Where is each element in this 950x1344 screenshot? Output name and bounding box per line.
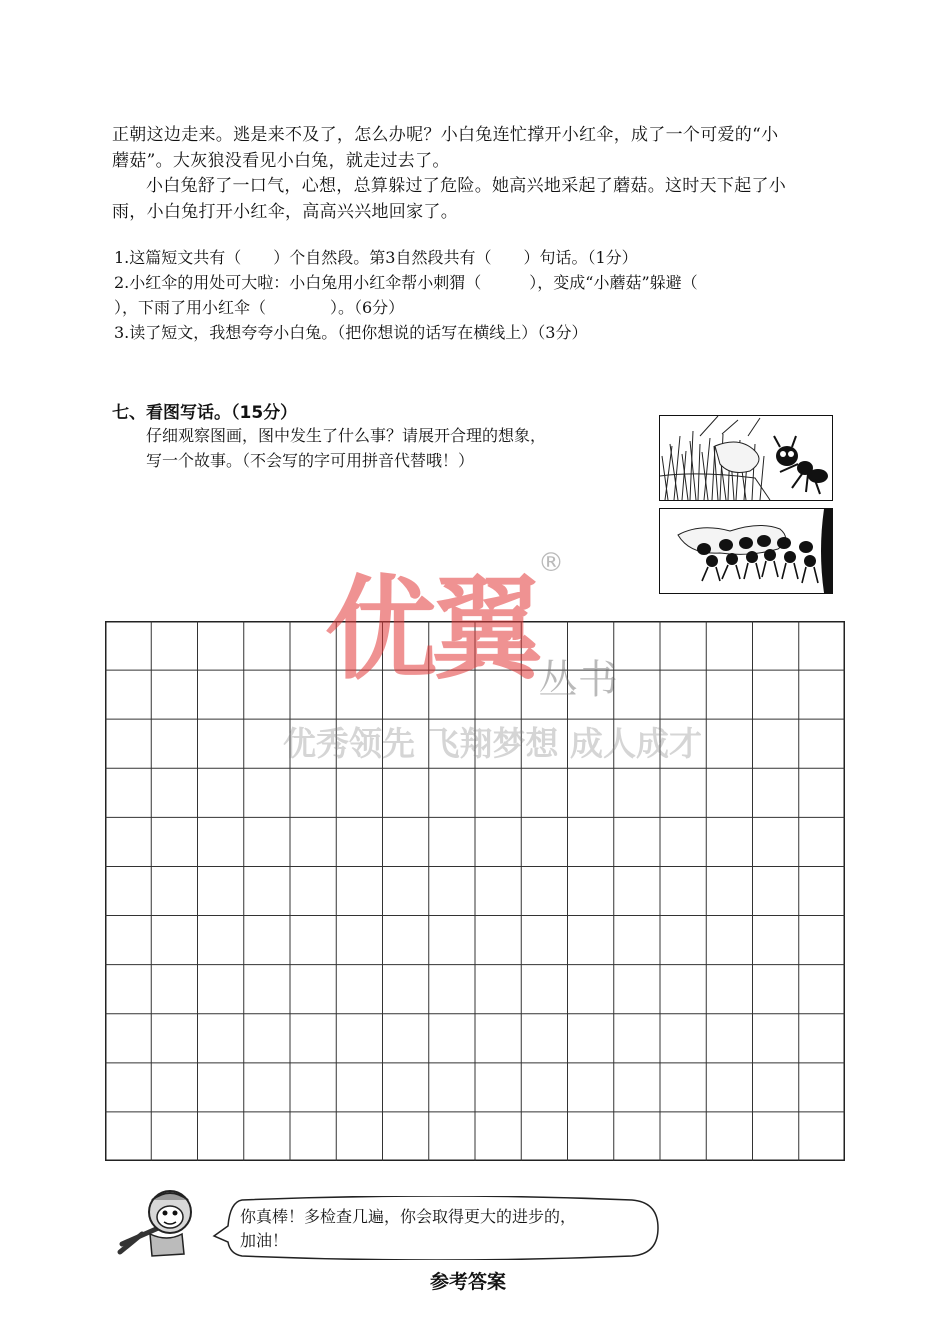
question-2-line-2: ），下雨了用小红伞（ ）。（6分） bbox=[114, 298, 405, 317]
passage-line-1: 正朝这边走来。逃是来不及了，怎么办呢？小白兔连忙撑开小红伞，成了一个可爱的“小 bbox=[112, 125, 779, 145]
monkey-mascot-icon bbox=[112, 1182, 212, 1262]
encouragement-line-1: 你真棒！多检查几遍，你会取得更大的进步的， bbox=[240, 1207, 577, 1226]
question-3: 3.读了短文，我想夸夸小白兔。（把你想说的话写在横线上）（3分） bbox=[114, 323, 588, 342]
section-7-title: 七、看图写话。（15分） bbox=[112, 403, 298, 423]
passage-line-2: 蘑菇”。大灰狼没看见小白兔，就走过去了。 bbox=[112, 151, 450, 171]
speech-bubble bbox=[212, 1196, 662, 1260]
passage-line-3: 小白兔舒了一口气，心想，总算躲过了危险。她高兴地采起了蘑菇。这时天下起了小 bbox=[146, 176, 787, 196]
ants-carrying-illustration bbox=[660, 509, 832, 593]
brand-watermark-logo: 优翼 bbox=[325, 565, 537, 695]
ant-grass-illustration bbox=[660, 416, 832, 500]
passage-line-4: 雨，小白兔打开小红伞，高高兴兴地回家了。 bbox=[112, 202, 458, 222]
brand-watermark-slogan: 优秀领先 飞翔梦想 成人成才 bbox=[283, 724, 702, 763]
monkey-mascot bbox=[112, 1182, 212, 1262]
question-2-line-1: 2.小红伞的用处可大啦：小白兔用小红伞帮小刺猬（ ），变成“小蘑菇”躲避（ bbox=[114, 273, 698, 292]
ant-grass-picture bbox=[659, 415, 833, 501]
registered-mark: ® bbox=[538, 548, 564, 578]
section-7-instruction-2: 写一个故事。（不会写的字可用拼音代替哦！） bbox=[146, 451, 475, 470]
question-1: 1.这篇短文共有（ ）个自然段。第3自然段共有（ ）句话。（1分） bbox=[114, 248, 638, 267]
section-7-instruction-1: 仔细观察图画，图中发生了什么事？请展开合理的想象， bbox=[146, 426, 547, 445]
ants-carrying-picture bbox=[659, 508, 833, 594]
writing-grid-lines bbox=[105, 621, 845, 1161]
writing-grid[interactable] bbox=[105, 621, 845, 1161]
brand-watermark-series: 丛书 bbox=[538, 657, 618, 703]
encouragement-line-2: 加油！ bbox=[240, 1231, 289, 1250]
answer-key-title: 参考答案 bbox=[430, 1271, 507, 1293]
